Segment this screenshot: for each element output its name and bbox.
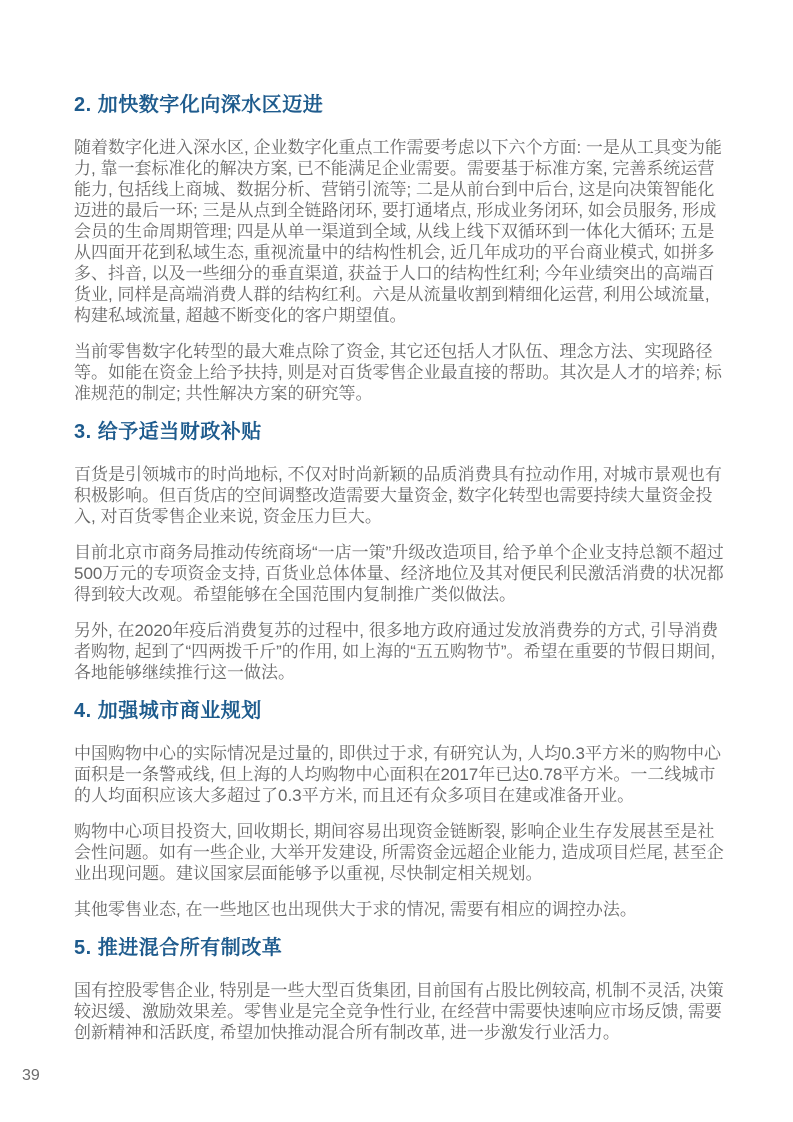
body-paragraph: 百货是引领城市的时尚地标, 不仅对时尚新颖的品质消费具有拉动作用, 对城市景观也有积极影响。但百货店的空间调整改造需要大量资金, 数字化转型也需要持续大量资金投入, 对百货零售企业来说, 资金压力巨大。 — [74, 465, 722, 526]
body-paragraph: 其他零售业态, 在一些地区也出现供大于求的情况, 需要有相应的调控办法。 — [74, 900, 637, 919]
page-number: 39 — [22, 1067, 40, 1084]
section-heading: 3. 给予适当财政补贴 — [74, 421, 262, 443]
report-section — [74, 93, 730, 404]
section-heading: 5. 推进混合所有制改革 — [74, 937, 283, 959]
report-section — [74, 699, 730, 920]
sections-container — [74, 93, 730, 1043]
report-content-column — [74, 93, 730, 1058]
body-paragraph: 购物中心项目投资大, 回收期长, 期间容易出现资金链断裂, 影响企业生存发展甚至是社会性问题。如有一些企业, 大举开发建设, 所需资金远超企业能力, 造成项目烂尾, 甚至企业出现问题。建议国家层面能够予以重视, 尽快制定相关规划。 — [74, 822, 724, 883]
body-paragraph: 中国购物中心的实际情况是过量的, 即供过于求, 有研究认为, 人均0.3平方米的购物中心面积是一条警戒线, 但上海的人均购物中心面积在2017年已达0.78平方米。一二线城市的人均面积应该大多超过了0.3平方米, 而且还有众多项目在建或准备开业。 — [74, 744, 721, 805]
body-paragraph: 国有控股零售企业, 特别是一些大型百货集团, 目前国有占股比例较高, 机制不灵活, 决策较迟缓、激励效果差。零售业是完全竞争性行业, 在经营中需要快速响应市场反馈, 需要创新精神和活跃度, 希望加快推动混合所有制改革, 进一步激发行业活力。 — [74, 981, 724, 1042]
body-paragraph: 当前零售数字化转型的最大难点除了资金, 其它还包括人才队伍、理念方法、实现路径等。如能在资金上给予扶持, 则是对百货零售企业最直接的帮助。其次是人才的培养; 标准规范的制定; 共性解决方案的研究等。 — [74, 342, 722, 403]
report-section — [74, 936, 730, 1043]
body-paragraph: 另外, 在2020年疫后消费复苏的过程中, 很多地方政府通过发放消费券的方式, 引导消费者购物, 起到了“四两拨千斤”的作用, 如上海的“五五购物节”。希望在重要的节假日期间, 各地能够继续推行这一做法。 — [74, 621, 719, 682]
section-heading: 2. 加快数字化向深水区迈进 — [74, 94, 324, 116]
body-paragraph: 目前北京市商务局推动传统商场“一店一策”升级改造项目, 给予单个企业支持总额不超过500万元的专项资金支持, 百货业总体体量、经济地位及其对便民利民激活消费的状况都得到较大改观。希望能够在全国范围内复制推广类似做法。 — [74, 543, 724, 604]
report-section — [74, 420, 730, 683]
body-paragraph: 随着数字化进入深水区, 企业数字化重点工作需要考虑以下六个方面: 一是从工具变为能力, 靠一套标准化的解决方案, 已不能满足企业需要。需要基于标准方案, 完善系统运营能力, 包括线上商城、数据分析、营销引流等; 二是从前台到中后台, 这是向决策智能化迈进的最后一环; 三是从点到全链路闭环, 要打通堵点, 形成业务闭环, 如会员服务, 形成会员的生命周期管理; 四是从单一渠道到全域, 从线上线下双循环到一体化大循环; 五是从四面开花到私域生态, 重视流量中的结构性机会, 近几年成功的平台商业模式, 如拼多多、抖音, 以及一些细分的垂直渠道, 获益于人口的结构性红利; 今年业绩突出的高端百货业, 同样是高端消费人群的结构红利。六是从流量收割到精细化运营, 利用公域流量, 构建私域流量, 超越不断变化的客户期望值。 — [74, 138, 722, 325]
section-heading: 4. 加强城市商业规划 — [74, 700, 262, 722]
